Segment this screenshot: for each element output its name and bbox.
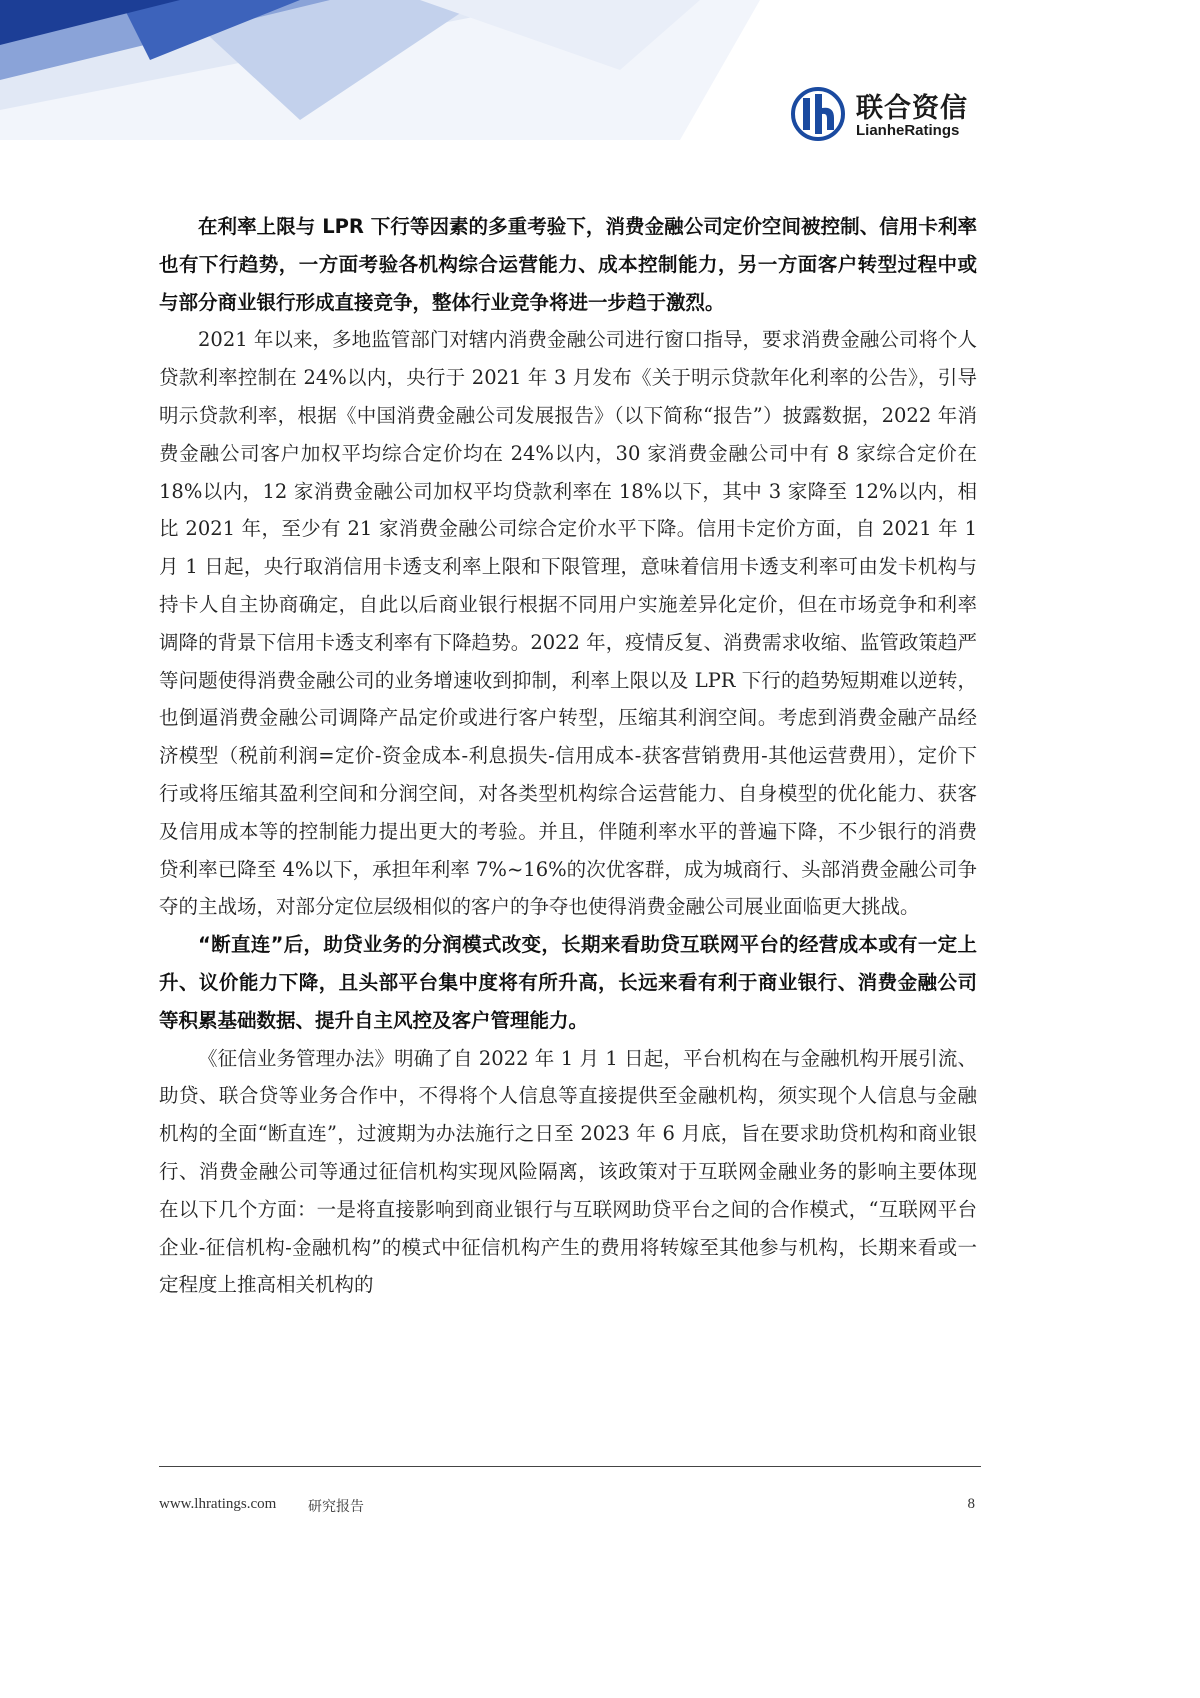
lianhe-logo-icon [790, 86, 846, 142]
paragraph-rates: 2021 年以来，多地监管部门对辖内消费金融公司进行窗口指导，要求消费金融公司将个人贷款利率控制在 24%以内，央行于 2021 年 3 月发布《关于明示贷款年化利率的公告》，引导明示贷款利率，根据《中国消费金融公司发展报告》（以下简称“报告”）披露数据，2022 年消费金融公司客户加权平均综合定价均在 24%以内，30 家消费金融公司中有 8 家综合定价在 18%以内，12 家消费金融公司加权平均贷款利率在 18%以下，其中 3 家降至 12%以内，相比 2021 年，至少有 21 家消费金融公司综合定价水平下降。信用卡定价方面，自 2021 年 1 月 1 日起，央行取消信用卡透支利率上限和下限管理，意味着信用卡透支利率可由发卡机构与持卡人自主协商确定，自此以后商业银行根据不同用户实施差异化定价，但在市场竞争和利率调降的背景下信用卡透支利率有下降趋势。2022 年，疫情反复、消费需求收缩、监管政策趋严等问题使得消费金融公司的业务增速收到抑制，利率上限以及 LPR 下行的趋势短期难以逆转，也倒逼消费金融公司调降产品定价或进行客户转型，压缩其利润空间。考虑到消费金融产品经济模型（税前利润=定价-资金成本-利息损失-信用成本-获客营销费用-其他运营费用），定价下行或将压缩其盈利空间和分润空间，对各类型机构综合运营能力、自身模型的优化能力、获客及信用成本等的控制能力提出更大的考验。并且，伴随利率水平的普遍下降，不少银行的消费贷利率已降至 4%以下，承担年利率 7%~16%的次优客群，成为城商行、头部消费金融公司争夺的主战场，对部分定位层级相似的客户的争夺也使得消费金融公司展业面临更大挑战。 [159, 328, 977, 919]
logo-english-name: LianheRatings [856, 122, 960, 139]
paragraph-credit-rules: 《征信业务管理办法》明确了自 2022 年 1 月 1 日起，平台机构在与金融机构开展引流、助贷、联合贷等业务合作中，不得将个人信息等直接提供至金融机构，须实现个人信息与金融机构的全面“断直连”，过渡期为办法施行之日至 2023 年 6 月底，旨在要求助贷机构和商业银行、消费金融公司等通过征信机构实现风险隔离，该政策对于互联网金融业务的影响主要体现在以下几个方面：一是将直接影响到商业银行与互联网助贷平台之间的合作模式，“互联网平台企业-征信机构-金融机构”的模式中征信机构产生的费用将转嫁至其他参与机构，长期来看或一定程度上推高相关机构的 [159, 1046, 977, 1297]
footer-doc-type: 研究报告 [308, 1499, 364, 1515]
section-heading-rates: 在利率上限与 LPR 下行等因素的多重考验下，消费金融公司定价空间被控制、信用卡利率也有下行趋势，一方面考验各机构综合运营能力、成本控制能力，另一方面客户转型过程中或与部分商业银行形成直接竞争，整体行业竞争将进一步趋于激烈。 [159, 215, 977, 314]
footer-divider [159, 1466, 981, 1467]
lianhe-logo [790, 86, 990, 146]
page-number: 8 [967, 1496, 975, 1512]
section-heading-disconnect: “断直连”后，助贷业务的分润模式改变，长期来看助贷互联网平台的经营成本或有一定上升、议价能力下降，且头部平台集中度将有所升高，长远来看有利于商业银行、消费金融公司等积累基础数据、提升自主风控及客户管理能力。 [159, 933, 977, 1032]
footer-website: www.lhratings.com [159, 1496, 277, 1512]
logo-chinese-name: 联合资信 [856, 93, 968, 124]
header-decoration [0, 0, 760, 140]
report-body [159, 208, 977, 1304]
